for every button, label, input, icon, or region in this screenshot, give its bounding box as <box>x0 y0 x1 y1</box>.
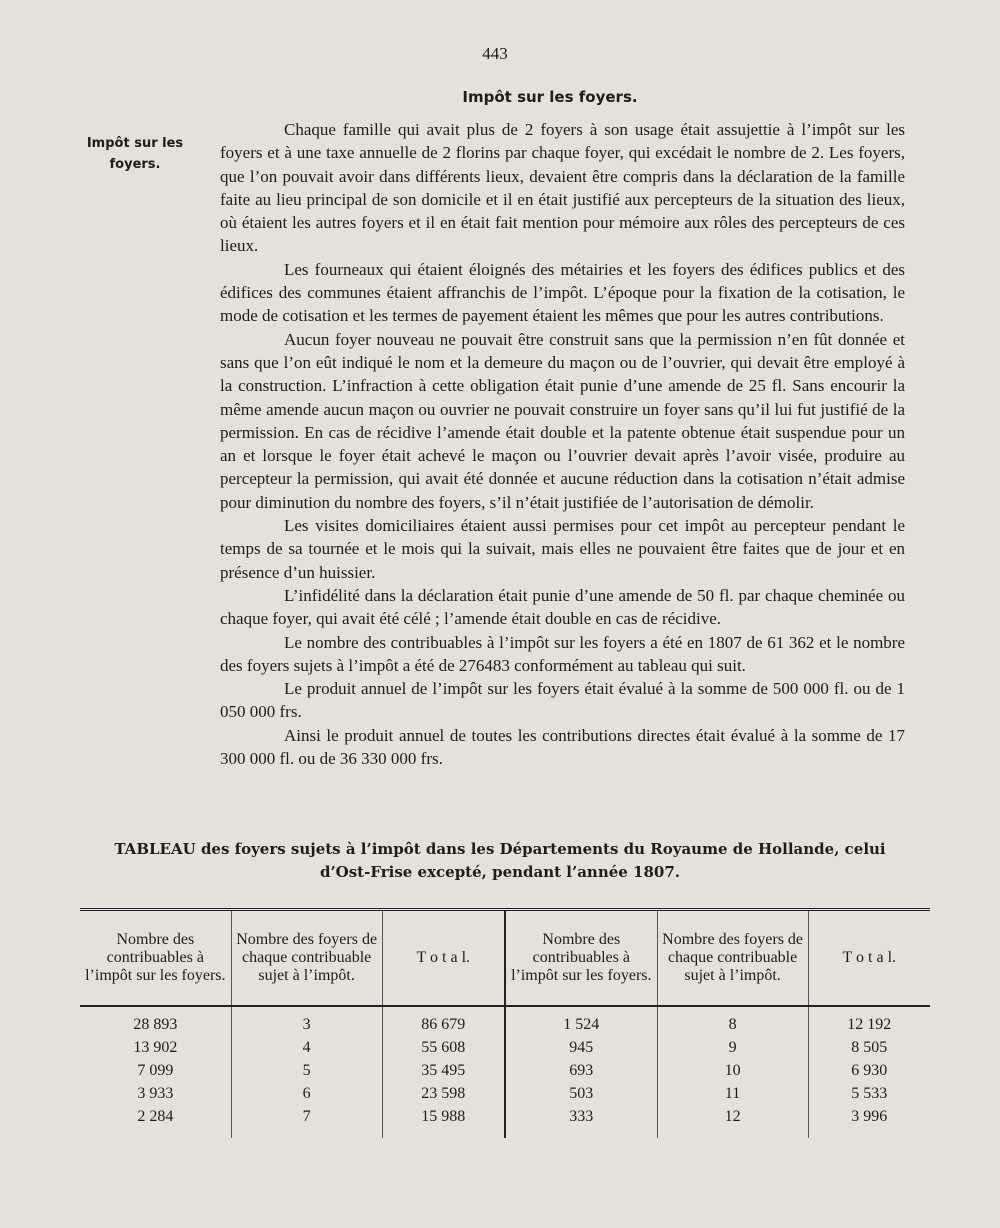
hearth-tax-table <box>80 908 930 1138</box>
column-contributors <box>505 1006 657 1138</box>
table-cell: 7 099 <box>137 1062 174 1079</box>
paragraph: Le nombre des contribuables à l’impôt sur les foyers a été en 1807 de 61 362 et le nombre des foyers sujets à l’impôt a été de 276483 conformément au tableau qui suit. <box>220 632 905 675</box>
column-hearths-each <box>657 1006 808 1138</box>
column-total <box>808 1006 930 1138</box>
table-cell: 6 930 <box>851 1062 888 1079</box>
header-total: T o t a l. <box>808 910 930 1007</box>
table-cell: 15 988 <box>421 1108 466 1125</box>
table-cell: 13 902 <box>133 1039 178 1056</box>
paragraph: Aucun foyer nouveau ne pouvait être construit sans que la permission n’en fût donnée et sans que l’on eût indiqué le nom et la demeure du maçon ou de l’ouvrier, qui devait être employé à la construction. L’infraction à cette obligation était punie d’une amende de 25 fl. Sans encourir la même amende aucun maçon ou ouvrier ne pouvait construire un foyer sans qu’il lui fut justifié de la permission. En cas de récidive l’amende était double et la patente obtenue était suspendue pour un an et lorsque le foyer était achevé le maçon ou l’ouvrier devait après l’avoir visée, produire au percepteur la permission, qui avait été donnée et aucune réduction dans la cotisation n’était admise pour diminution du nombre des foyers, s’il n’était justifiée de l’autorisation de démolir. <box>220 329 905 512</box>
table-cell: 8 505 <box>851 1039 888 1056</box>
table-cell: 3 996 <box>851 1108 888 1125</box>
column-contributors <box>80 1006 231 1138</box>
header-contributors: Nombre des contribuables à l’impôt sur les foyers. <box>505 910 657 1007</box>
table-title-text: des foyers sujets à l’impôt dans les Départements du Royaume de Hollande, celui d’Ost-Frise excepté, pendant l’année 1807. <box>200 840 886 881</box>
header-hearths-each: Nombre des foyers de chaque contribuable sujet à l’impôt. <box>231 910 382 1007</box>
page-number: 443 <box>482 44 508 63</box>
table-cell: 1 524 <box>563 1016 600 1033</box>
table-cell: 12 192 <box>847 1016 892 1033</box>
table-cell: 11 <box>724 1085 741 1102</box>
table-cell: 693 <box>569 1062 594 1079</box>
paragraph: Les fourneaux qui étaient éloignés des métairies et les foyers des édifices publics et des édifices des communes étaient affranchis de l’impôt. L’époque pour la fixation de la cotisation, le mode de cotisation et les termes de payement étaient les mêmes que pour les autres contributions. <box>220 259 905 326</box>
table-title-lead: TABLEAU <box>114 840 196 858</box>
table-cell: 12 <box>724 1108 741 1125</box>
header-hearths-each: Nombre des foyers de chaque contribuable sujet à l’impôt. <box>657 910 808 1007</box>
paragraph: Chaque famille qui avait plus de 2 foyers à son usage était assujettie à l’impôt sur les foyers et à une taxe annuelle de 2 florins par chaque foyer, qui excédait le nombre de 2. Les foyers, que l’on pouvait avoir dans différents lieux, devaient être compris dans la déclaration de la famille faite au lieu principal de son domicile et il en était justifié aux percepteurs de la situation des lieux, où étaient les autres foyers et il en était fait mention pour mémoire aux rôles des percepteurs de ces lieux. <box>220 120 905 256</box>
column-hearths-each <box>231 1006 382 1138</box>
table-cell: 5 533 <box>851 1085 888 1102</box>
paragraph: Le produit annuel de l’impôt sur les foyers était évalué à la somme de 500 000 fl. ou de 1 050 000 frs. <box>220 679 905 722</box>
table-cell: 2 284 <box>137 1108 174 1125</box>
table-cell: 23 598 <box>421 1085 466 1102</box>
table-cell: 945 <box>569 1039 594 1056</box>
margin-note-line: Impôt sur les <box>86 136 184 151</box>
table-cell: 5 <box>302 1062 311 1079</box>
table-cell: 55 608 <box>421 1039 466 1056</box>
table-cell: 4 <box>302 1039 311 1056</box>
table-cell: 9 <box>728 1039 737 1056</box>
table-cell: 3 933 <box>137 1085 174 1102</box>
table-cell: 3 <box>302 1016 311 1033</box>
table-cell: 6 <box>302 1085 311 1102</box>
table-cell: 7 <box>302 1108 311 1125</box>
paragraph: Ainsi le produit annuel de toutes les contributions directes était évalué à la somme de 17 300 000 fl. ou de 36 330 000 frs. <box>220 725 905 769</box>
header-total: T o t a l. <box>382 910 505 1007</box>
body-text <box>220 118 905 770</box>
table-cell: 35 495 <box>421 1062 466 1079</box>
margin-note-line: foyers. <box>109 157 161 172</box>
table-cell: 8 <box>728 1016 737 1033</box>
table-row <box>80 1006 930 1138</box>
column-total <box>382 1006 505 1138</box>
paragraph: Les visites domiciliaires étaient aussi permises pour cet impôt au percepteur pendant le temps de sa tournée et le mois qui la suivait, mais elles ne pouvaient être faites que de jour et en présence d’un huissier. <box>220 516 905 582</box>
table-title <box>100 838 900 884</box>
table-header-row <box>80 910 930 1007</box>
table-cell: 503 <box>569 1085 594 1102</box>
table-cell: 10 <box>724 1062 741 1079</box>
table-cell: 86 679 <box>421 1016 466 1033</box>
header-contributors: Nombre des contribuables à l’impôt sur les foyers. <box>80 910 231 1007</box>
table-cell: 28 893 <box>133 1016 178 1033</box>
paragraph: L’infidélité dans la déclaration était punie d’une amende de 50 fl. par chaque cheminée ou chaque foyer, qui avait été célé ; l’amende était double en cas de récidive. <box>220 585 905 629</box>
section-title: Impôt sur les foyers. <box>462 88 638 106</box>
margin-note <box>60 133 210 175</box>
table-cell: 333 <box>569 1108 594 1125</box>
